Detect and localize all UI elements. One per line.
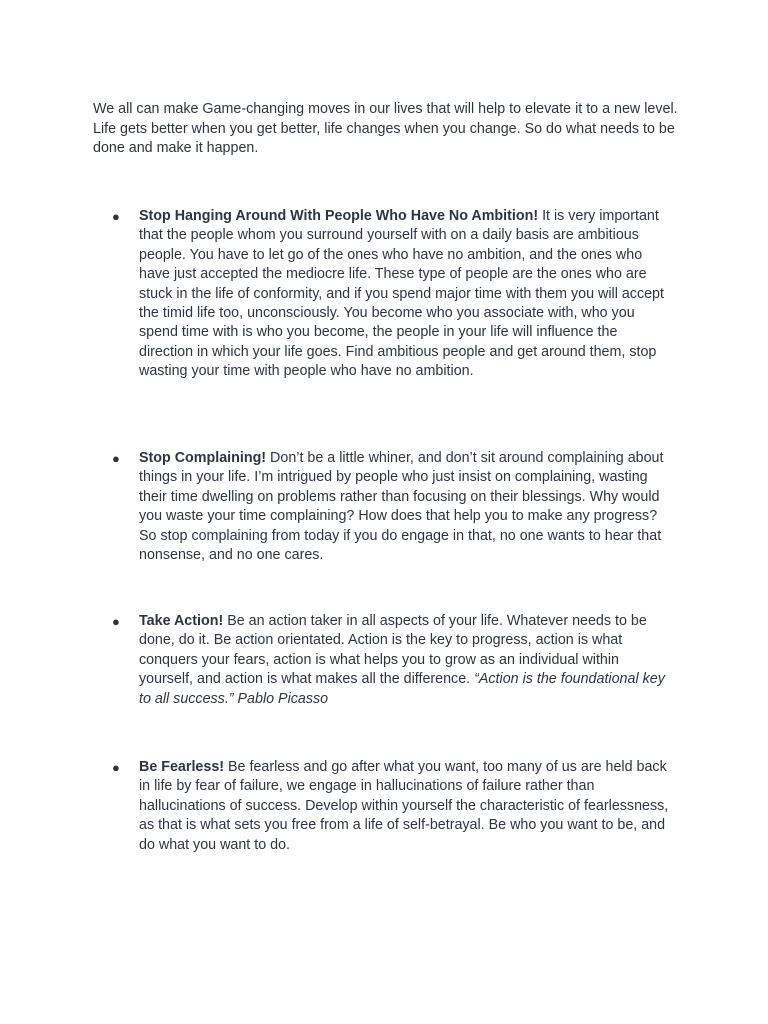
bullet-icon: ● (112, 760, 120, 775)
list-item (0, 612, 768, 709)
list-item-text (139, 612, 674, 709)
list-item-text (139, 758, 674, 855)
list-item (0, 758, 768, 855)
list-item-title: Take Action! (139, 613, 224, 629)
intro-paragraph: We all can make Game-changing moves in our lives that will help to elevate it to a new level. Life gets better when you get better, life changes when you change. So do what needs to be done and make it happen. (93, 101, 678, 156)
list-item-text (139, 207, 674, 382)
list-item-body: Don’t be a little whiner, and don’t sit around complaining about things in your life. I’m intrigued by people who just insist on complaining, wasting their time dwelling on problems rather than focusing on their blessings. Why would you waste your time complaining? How does that help you to make any progress? So stop complaining from today if you do engage in that, no one wants to hear that nonsense, and no one cares. (139, 450, 664, 564)
list-item-title: Stop Complaining! (139, 450, 267, 466)
list-item-body: It is very important that the people whom you surround yourself with on a daily basis are ambitious people. You have to let go of the ones who have no ambition, and the ones who have just accepted the mediocre life. These type of people are the ones who are stuck in the life of conformity, and if you spend major time with them you will accept the timid life too, unconsciously. You become who you associate with, who you spend time with is who you become, the people in your life will influence the direction in which your life goes. Find ambitious people and get around them, stop wasting your time with people who have no ambition. (139, 208, 664, 380)
list-item-title: Stop Hanging Around With People Who Have No Ambition! (139, 208, 539, 224)
list-item-title: Be Fearless! (139, 759, 225, 775)
list-item (0, 207, 768, 382)
bullet-icon: ● (112, 614, 120, 629)
list-item-body: Be fearless and go after what you want, too many of us are held back in life by fear of failure, we engage in hallucinations of failure rather than hallucinations of success. Develop within yourself the characteristic of fearlessness, as that is what sets you free from a life of self-betrayal. Be who you want to be, and do what you want to do. (139, 759, 669, 853)
list-item-body: Be an action taker in all aspects of your life. Whatever needs to be done, do it. Be action orientated. Action is the key to progress, action is what conquers your fears, action is what helps you to grow as an individual within yourself, and action is what makes all the difference. (139, 613, 647, 688)
list-item (0, 449, 768, 565)
bullet-icon: ● (112, 451, 120, 466)
list-item-quote: “Action is the foundational key to all success.” Pablo Picasso (139, 671, 665, 707)
list-item-text (139, 449, 674, 565)
bullet-icon: ● (112, 209, 120, 224)
